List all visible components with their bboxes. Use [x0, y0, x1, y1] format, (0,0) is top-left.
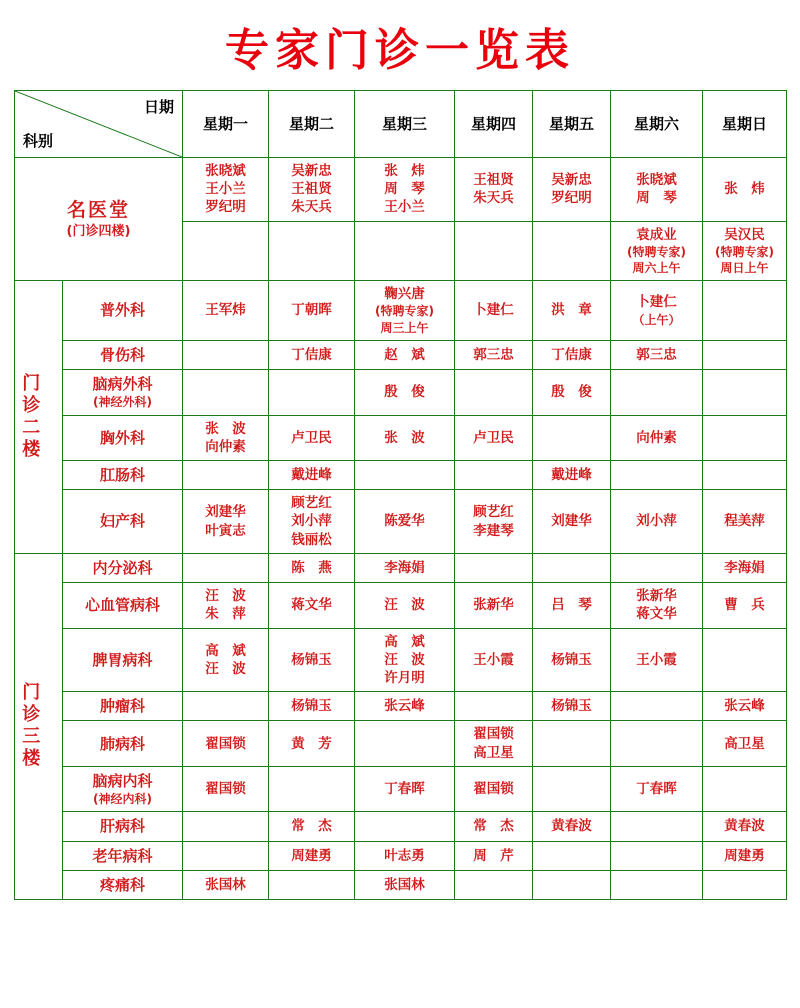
- schedule-cell: 戴进峰: [269, 460, 355, 489]
- schedule-cell: [183, 340, 269, 369]
- schedule-cell: [703, 340, 787, 369]
- row-header-mingyitang: 名医堂 (门诊四楼): [15, 158, 183, 281]
- schedule-table: [14, 90, 787, 900]
- schedule-cell: 向仲素: [611, 415, 703, 460]
- schedule-cell: 吴汉民 (特聘专家) 周日上午: [703, 221, 787, 281]
- table-row: [15, 158, 787, 222]
- schedule-cell: 卜建仁 （上午）: [611, 281, 703, 341]
- schedule-cell: 黄春波: [703, 812, 787, 841]
- schedule-cell: [533, 553, 611, 582]
- table-row: [15, 841, 787, 870]
- page-title: 专家门诊一览表: [225, 25, 575, 76]
- schedule-cell: 王小霞: [611, 628, 703, 692]
- row-header-department: 心血管病科: [63, 583, 183, 628]
- schedule-cell: 刘小萍: [611, 490, 703, 554]
- schedule-cell: [611, 692, 703, 721]
- schedule-cell: 郭三忠: [455, 340, 533, 369]
- schedule-cell: [355, 812, 455, 841]
- row-header-department: 胸外科: [63, 415, 183, 460]
- schedule-cell: 常 杰: [455, 812, 533, 841]
- header-day-1: 星期一: [183, 91, 269, 158]
- group-header-floor3: 门诊三楼: [15, 553, 63, 899]
- row-header-department: 脑病外科 (神经外科): [63, 370, 183, 415]
- schedule-cell: [533, 841, 611, 870]
- schedule-cell: 常 杰: [269, 812, 355, 841]
- schedule-cell: 刘建华 叶寅志: [183, 490, 269, 554]
- schedule-cell: 张云峰: [355, 692, 455, 721]
- schedule-cell: [703, 628, 787, 692]
- schedule-cell: 鞠兴唐 (特聘专家) 周三上午: [355, 281, 455, 341]
- schedule-cell: [269, 870, 355, 899]
- schedule-cell: [611, 841, 703, 870]
- schedule-cell: [533, 870, 611, 899]
- table-row: [15, 583, 787, 628]
- header-dept-label: 科别: [23, 131, 54, 150]
- schedule-cell: 殷 俊: [533, 370, 611, 415]
- header-day-4: 星期四: [455, 91, 533, 158]
- schedule-cell: 杨锦玉: [269, 692, 355, 721]
- table-row: [15, 870, 787, 899]
- schedule-cell: [455, 460, 533, 489]
- schedule-cell: [183, 370, 269, 415]
- schedule-cell: 叶志勇: [355, 841, 455, 870]
- row-header-department: 肛肠科: [63, 460, 183, 489]
- schedule-cell: [455, 370, 533, 415]
- schedule-cell: 周建勇: [703, 841, 787, 870]
- schedule-cell: 殷 俊: [355, 370, 455, 415]
- schedule-cell: 丁春晖: [611, 766, 703, 811]
- schedule-cell: 丁朝晖: [269, 281, 355, 341]
- schedule-cell: [611, 870, 703, 899]
- schedule-cell: [611, 812, 703, 841]
- schedule-cell: [611, 370, 703, 415]
- schedule-cell: 张 炜: [703, 158, 787, 222]
- row-header-department: 肝病科: [63, 812, 183, 841]
- schedule-cell: 张晓斌 周 琴: [611, 158, 703, 222]
- header-day-3: 星期三: [355, 91, 455, 158]
- schedule-cell: [355, 721, 455, 766]
- schedule-cell: 丁佶康: [533, 340, 611, 369]
- schedule-cell: 王祖贤 朱天兵: [455, 158, 533, 222]
- header-day-5: 星期五: [533, 91, 611, 158]
- row-header-department: 脾胃病科: [63, 628, 183, 692]
- schedule-cell: 吴新忠 王祖贤 朱天兵: [269, 158, 355, 222]
- table-row: [15, 553, 787, 582]
- schedule-cell: 程美萍: [703, 490, 787, 554]
- schedule-cell: 张国林: [355, 870, 455, 899]
- schedule-cell: 周 芹: [455, 841, 533, 870]
- schedule-cell: 李海娟: [703, 553, 787, 582]
- table-row: [15, 721, 787, 766]
- schedule-cell: 翟国锁: [455, 766, 533, 811]
- schedule-cell: 翟国锁 高卫星: [455, 721, 533, 766]
- schedule-cell: 丁春晖: [355, 766, 455, 811]
- table-row: [15, 692, 787, 721]
- schedule-cell: [355, 460, 455, 489]
- schedule-cell: [183, 841, 269, 870]
- row-header-department: 脑病内科 (神经内科): [63, 766, 183, 811]
- schedule-cell: [183, 553, 269, 582]
- schedule-cell: 张新华 蒋文华: [611, 583, 703, 628]
- schedule-cell: 高 斌 汪 波: [183, 628, 269, 692]
- schedule-cell: 张晓斌 王小兰 罗纪明: [183, 158, 269, 222]
- schedule-cell: 戴进峰: [533, 460, 611, 489]
- schedule-cell: [183, 221, 269, 281]
- table-row: [15, 628, 787, 692]
- schedule-cell: 吴新忠 罗纪明: [533, 158, 611, 222]
- schedule-cell: 黄春波: [533, 812, 611, 841]
- row-header-department: 老年病科: [63, 841, 183, 870]
- schedule-cell: 张云峰: [703, 692, 787, 721]
- schedule-cell: [269, 370, 355, 415]
- schedule-cell: 杨锦玉: [269, 628, 355, 692]
- row-header-department: 普外科: [63, 281, 183, 341]
- schedule-cell: 王军炜: [183, 281, 269, 341]
- table-row: [15, 370, 787, 415]
- schedule-cell: [703, 460, 787, 489]
- schedule-cell: [455, 692, 533, 721]
- schedule-cell: [611, 460, 703, 489]
- schedule-cell: 张 波 向仲素: [183, 415, 269, 460]
- table-row: [15, 340, 787, 369]
- table-row: [15, 281, 787, 341]
- row-header-department: 骨伤科: [63, 340, 183, 369]
- schedule-cell: 赵 斌: [355, 340, 455, 369]
- schedule-cell: [355, 221, 455, 281]
- schedule-cell: 翟国锁: [183, 721, 269, 766]
- schedule-cell: 张新华: [455, 583, 533, 628]
- row-header-department: 妇产科: [63, 490, 183, 554]
- schedule-cell: 汪 波 朱 萍: [183, 583, 269, 628]
- schedule-cell: 张国林: [183, 870, 269, 899]
- schedule-cell: 高卫星: [703, 721, 787, 766]
- row-header-department: 内分泌科: [63, 553, 183, 582]
- schedule-cell: 曹 兵: [703, 583, 787, 628]
- table-body: [15, 91, 787, 900]
- schedule-cell: 陈爱华: [355, 490, 455, 554]
- group-header-floor2: 门诊二楼: [15, 281, 63, 554]
- schedule-cell: 翟国锁: [183, 766, 269, 811]
- schedule-cell: 顾艺红 刘小萍 钱丽松: [269, 490, 355, 554]
- schedule-cell: 王小霞: [455, 628, 533, 692]
- schedule-cell: 李海娟: [355, 553, 455, 582]
- schedule-cell: [703, 870, 787, 899]
- schedule-cell: [183, 460, 269, 489]
- schedule-cell: [455, 221, 533, 281]
- schedule-cell: [269, 766, 355, 811]
- table-row: [15, 766, 787, 811]
- schedule-cell: [533, 221, 611, 281]
- schedule-cell: [533, 721, 611, 766]
- schedule-cell: 卢卫民: [455, 415, 533, 460]
- schedule-cell: 汪 波: [355, 583, 455, 628]
- schedule-cell: [269, 221, 355, 281]
- table-row: [15, 415, 787, 460]
- schedule-cell: 杨锦玉: [533, 692, 611, 721]
- schedule-cell: 吕 琴: [533, 583, 611, 628]
- schedule-cell: [703, 281, 787, 341]
- schedule-cell: [533, 415, 611, 460]
- header-day-2: 星期二: [269, 91, 355, 158]
- header-corner-cell: [15, 91, 183, 158]
- schedule-cell: [183, 812, 269, 841]
- schedule-cell: [703, 415, 787, 460]
- schedule-cell: [611, 553, 703, 582]
- schedule-cell: [703, 370, 787, 415]
- table-row: [15, 460, 787, 489]
- header-day-7: 星期日: [703, 91, 787, 158]
- schedule-cell: 张 炜 周 琴 王小兰: [355, 158, 455, 222]
- schedule-cell: [611, 721, 703, 766]
- table-header-row: [15, 91, 787, 158]
- schedule-cell: 高 斌 汪 波 许月明: [355, 628, 455, 692]
- schedule-cell: 黄 芳: [269, 721, 355, 766]
- header-day-6: 星期六: [611, 91, 703, 158]
- row-header-department: 疼痛科: [63, 870, 183, 899]
- schedule-cell: [183, 692, 269, 721]
- schedule-cell: [703, 766, 787, 811]
- header-date-label: 日期: [143, 98, 174, 116]
- schedule-cell: [533, 766, 611, 811]
- schedule-cell: 卢卫民: [269, 415, 355, 460]
- schedule-cell: 陈 燕: [269, 553, 355, 582]
- row-header-department: 肺病科: [63, 721, 183, 766]
- schedule-cell: 丁佶康: [269, 340, 355, 369]
- table-row: [15, 812, 787, 841]
- schedule-cell: 刘建华: [533, 490, 611, 554]
- row-header-department: 肿瘤科: [63, 692, 183, 721]
- schedule-cell: 郭三忠: [611, 340, 703, 369]
- schedule-cell: 张 波: [355, 415, 455, 460]
- schedule-cell: 洪 章: [533, 281, 611, 341]
- schedule-cell: [455, 870, 533, 899]
- schedule-cell: 蒋文华: [269, 583, 355, 628]
- table-row: [15, 490, 787, 554]
- schedule-cell: 顾艺红 李建琴: [455, 490, 533, 554]
- schedule-cell: [455, 553, 533, 582]
- schedule-cell: 袁成业 (特聘专家) 周六上午: [611, 221, 703, 281]
- schedule-cell: 卜建仁: [455, 281, 533, 341]
- schedule-cell: 杨锦玉: [533, 628, 611, 692]
- schedule-cell: 周建勇: [269, 841, 355, 870]
